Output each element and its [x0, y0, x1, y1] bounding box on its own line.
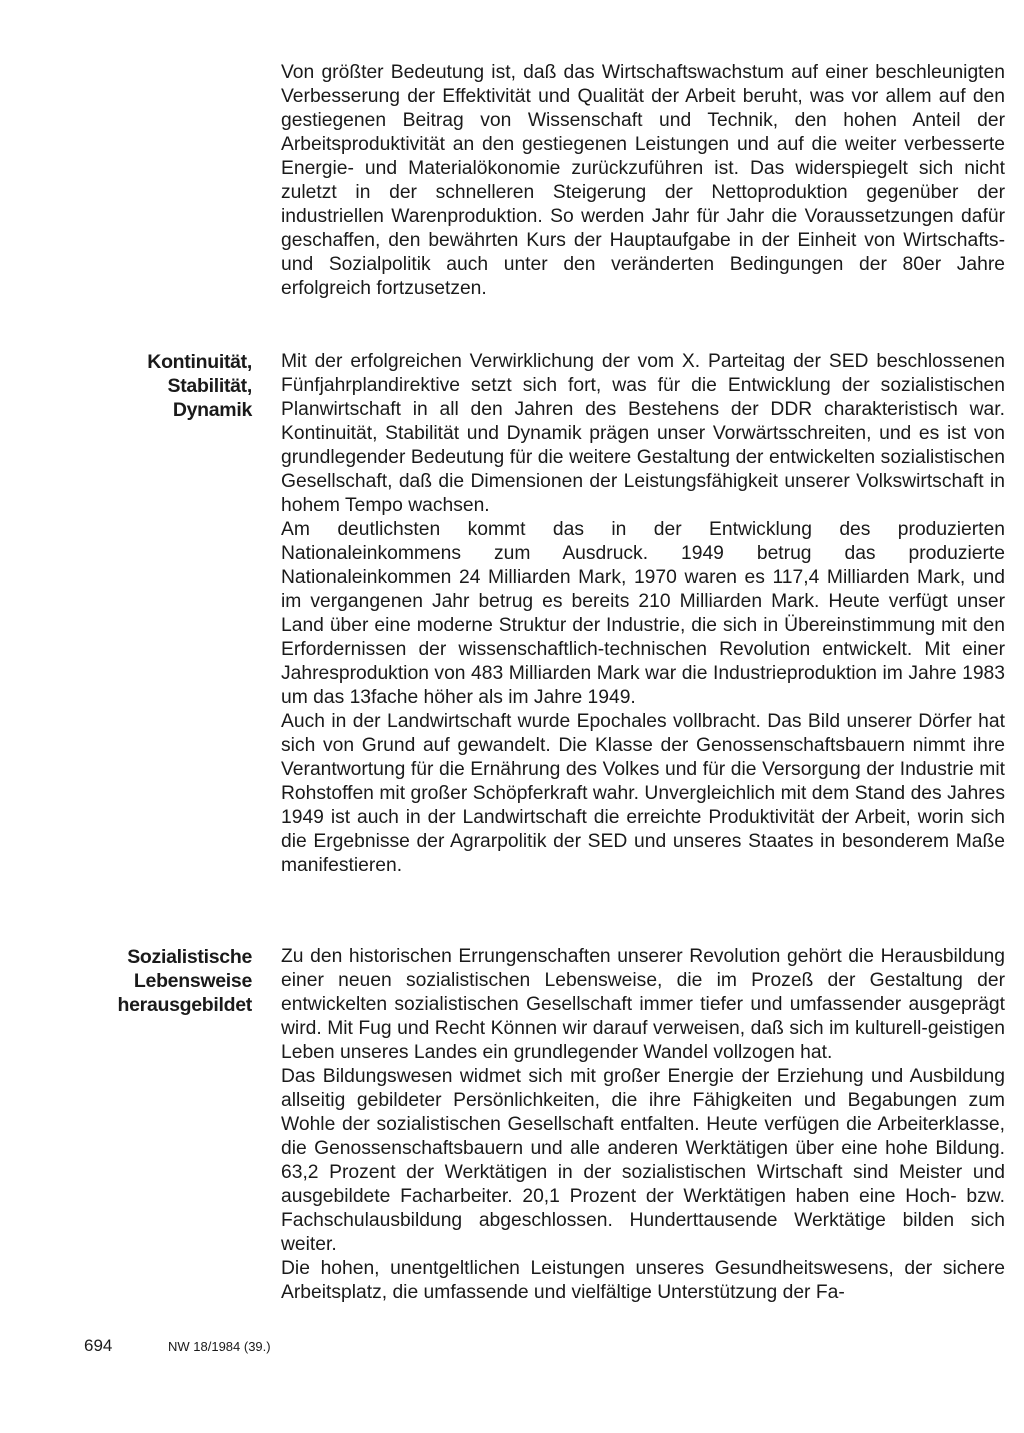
body-paragraph: Die hohen, unentgeltlichen Leistungen unseres Gesundheitswesens, der sichere Arbeitsplatz, die umfassende und vielfältige Unterstützung der Fa- — [281, 1258, 1005, 1303]
body-paragraph: Das Bildungswesen widmet sich mit großer Energie der Erziehung und Ausbildung allseitig gebildeter Persönlichkeiten, die ihre Fähigkeiten und Begabungen zum Wohle der sozialistischen Gesellschaft entfalten. Heute verfügen die Arbeiterklasse, die Genossenschaftsbauern und alle anderen Werktätigen über eine hohe Bildung. 63,2 Prozent der Werktätigen in der sozialistischen Wirtschaft sind Meister und ausgebildete Facharbeiter. 20,1 Prozent der Werktätigen haben eine Hoch- bzw. Fachschulausbildung abgeschlossen. Hunderttausende Werktätige bilden sich weiter. — [281, 1066, 1005, 1255]
page-number: 694 — [84, 1336, 113, 1355]
margin-heading-kontinuitaet — [147, 350, 252, 422]
heading-line: Dynamik — [172, 399, 252, 421]
intro-column — [281, 61, 1005, 301]
kontinuitaet-column — [281, 350, 1005, 878]
body-paragraph: Mit der erfolgreichen Verwirklichung der vom X. Parteitag der SED beschlossenen Fünfjahrplandirektive setzt sich fort, was für die Entwicklung der sozialistischen Planwirtschaft in all den Jahren des Bestehens der DDR charakteristisch war. Kontinuität, Stabilität und Dynamik prägen unser Vorwärtsschreiten, und es ist von grundlegender Bedeutung für die weitere Gestaltung der entwickelten sozialistischen Gesellschaft, daß die Dimensionen der Leistungsfähigkeit unserer Volkswirtschaft in hohem Tempo wachsen. — [281, 351, 1005, 516]
heading-line: Stabilität, — [167, 375, 252, 397]
margin-heading-lebensweise — [118, 945, 253, 1017]
intro-paragraph: Von größter Bedeutung ist, daß das Wirtschaftswachstum auf einer beschleunigten Verbesserung der Effektivität und Qualität der Arbeit beruht, was vor allem auf den gestiegenen Beitrag von Wissenschaft und Technik, den hohen Anteil der Arbeitsproduktivität an den gestiegenen Leistungen und auf die weiter verbesserte Energie- und Materialökonomie zurückzuführen ist. Das widerspiegelt sich nicht zuletzt in der schnelleren Steigerung der Nettoproduktion gegenüber der industriellen Warenproduktion. So werden Jahr für Jahr die Voraussetzungen dafür geschaffen, den bewährten Kurs der Hauptaufgabe in der Einheit von Wirtschafts- und Sozialpolitik auch unter den veränderten Bedingungen der 80er Jahre erfolgreich fortzusetzen. — [281, 62, 1005, 299]
heading-line: herausgebildet — [117, 994, 252, 1016]
heading-line: Lebensweise — [133, 970, 252, 992]
lebensweise-column — [281, 945, 1005, 1305]
heading-line: Sozialistische — [127, 946, 252, 968]
body-paragraph: Am deutlichsten kommt das in der Entwicklung des produzierten Nationaleinkommens zum Ausdruck. 1949 betrug das produzierte Nationaleinkommen 24 Milliarden Mark, 1970 waren es 117,4 Milliarden Mark, und im vergangenen Jahr betrug es bereits 210 Milliarden Mark. Heute verfügt unser Land über eine moderne Struktur der Industrie, die sich in Übereinstimmung mit den Erfordernissen der wissenschaftlich-technischen Revolution entwickelt. Mit einer Jahresproduktion von 483 Milliarden Mark war die Industrieproduktion im Jahre 1983 um das 13fache höher als im Jahre 1949. — [281, 519, 1005, 708]
heading-line: Kontinuität, — [147, 351, 252, 373]
body-paragraph: Auch in der Landwirtschaft wurde Epochales vollbracht. Das Bild unserer Dörfer hat sich von Grund auf gewandelt. Die Klasse der Genossenschaftsbauern nimmt ihre Verantwortung für die Ernährung des Volkes und für die Versorgung der Industrie mit Rohstoffen mit großer Schöpferkraft wahr. Unvergleichlich mit dem Stand des Jahres 1949 ist auch in der Landwirtschaft die erreichte Produktivität der Arbeit, worin sich die Ergebnisse der Agrarpolitik der SED und unseres Staates in besonderem Maße manifestieren. — [281, 711, 1005, 876]
body-paragraph: Zu den historischen Errungenschaften unserer Revolution gehört die Herausbildung einer neuen sozialistischen Lebensweise, die im Prozeß der Gestaltung der entwickelten sozialistischen Gesellschaft immer tiefer und umfassender ausgeprägt wird. Mit Fug und Recht Können wir darauf verweisen, daß sich im kulturell-geistigen Leben unseres Landes ein grundlegender Wandel vollzogen hat. — [281, 946, 1005, 1063]
source-reference: NW 18/1984 (39.) — [168, 1339, 271, 1354]
